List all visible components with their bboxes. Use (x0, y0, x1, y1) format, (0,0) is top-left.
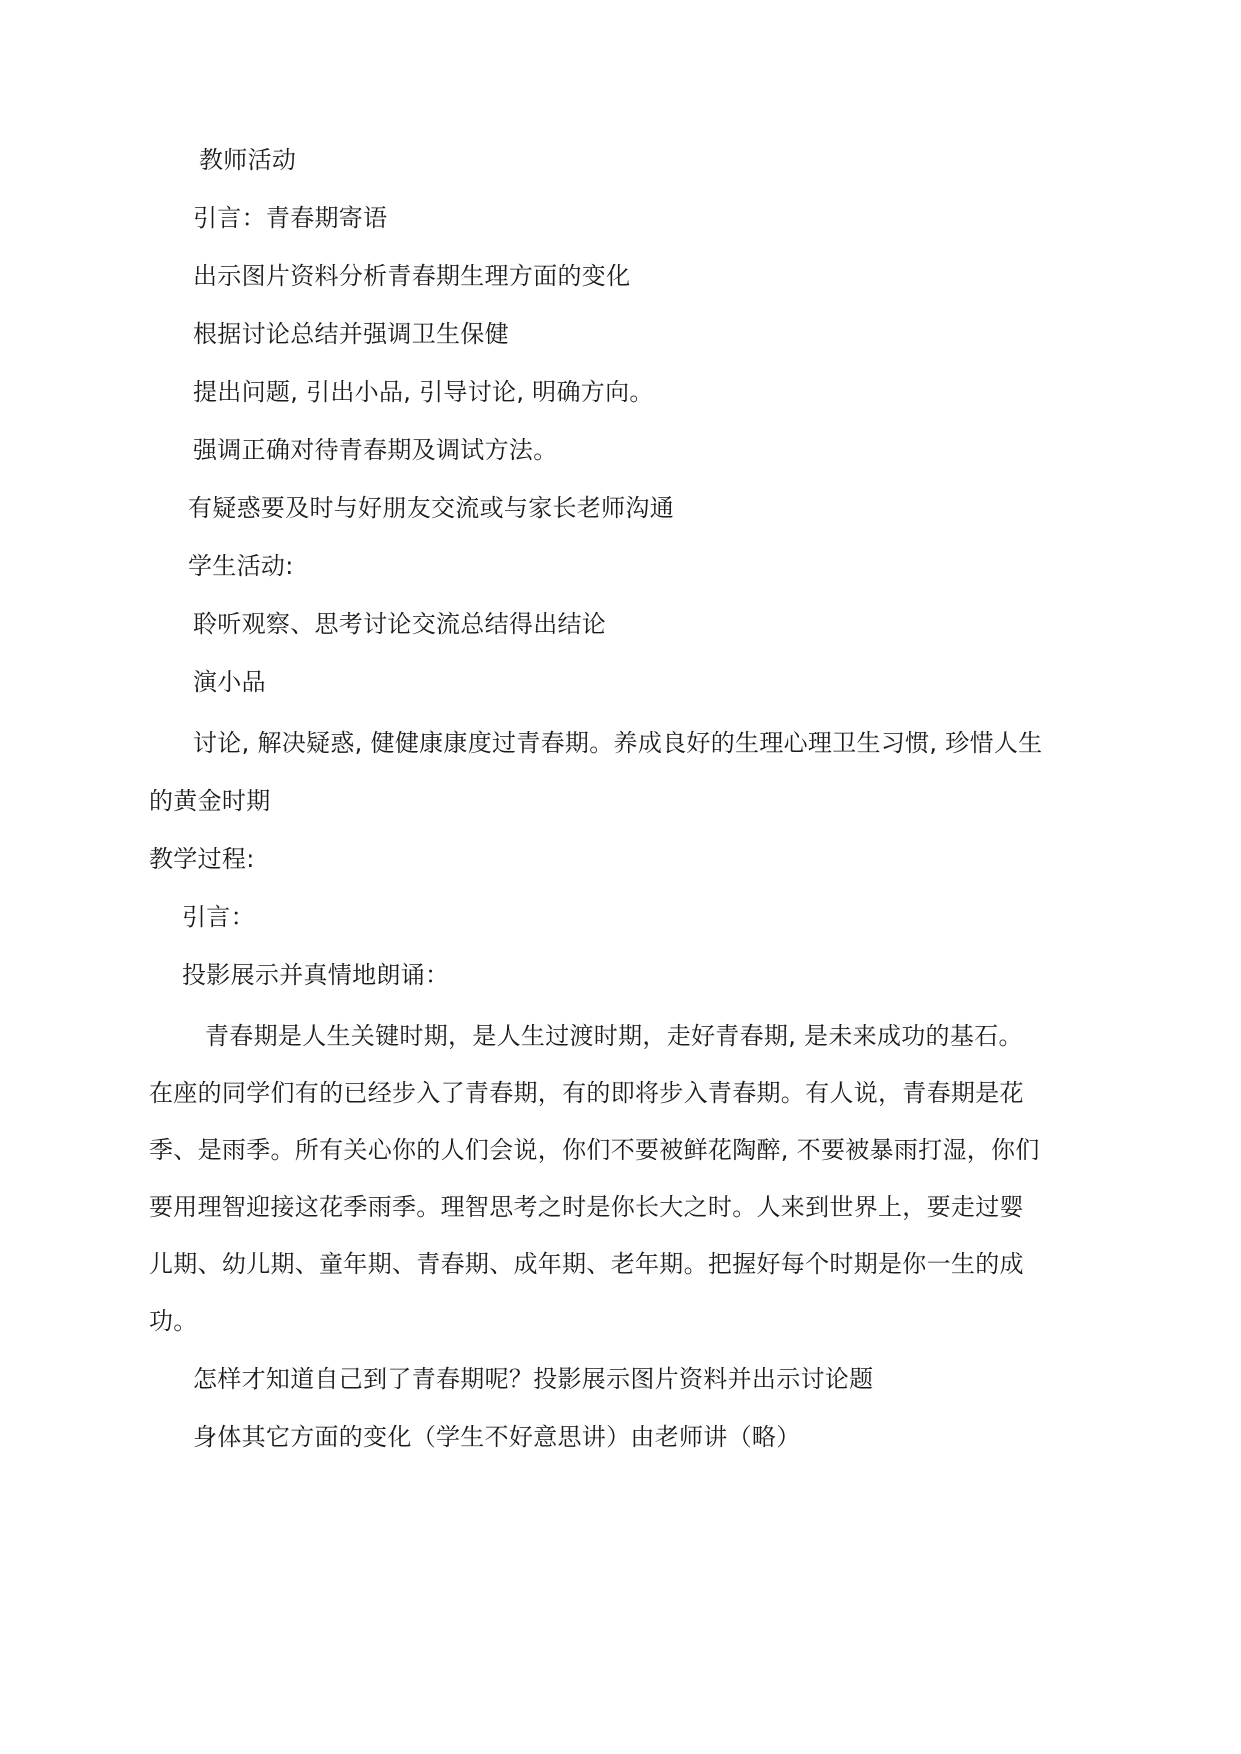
poem-line: 功。 (149, 1307, 198, 1335)
projection-label: 投影展示并真情地朗诵： (182, 961, 450, 989)
poem-line: 季、是雨季。所有关心你的人们会说，你们不要被鲜花陶醉, 不要被暴雨打湿，你们 (149, 1136, 1040, 1164)
teacher-activity-heading: 教师活动 (199, 146, 297, 174)
student-discussion-line: 讨论, 解决疑惑, 健健康康度过青春期。养成良好的生理心理卫生习惯, 珍惜人生 (193, 729, 1043, 757)
poem-line: 青春期是人生关键时期，是人生过渡时期，走好青春期, 是未来成功的基石。 (205, 1022, 1023, 1050)
student-discussion-line: 的黄金时期 (149, 787, 271, 815)
teacher-item: 提出问题, 引出小品, 引导讨论, 明确方向。 (193, 378, 654, 406)
body-changes-line: 身体其它方面的变化（学生不好意思讲）由老师讲（略） (193, 1423, 801, 1451)
teacher-item: 有疑惑要及时与好朋友交流或与家长老师沟通 (188, 494, 674, 522)
poem-line: 在座的同学们有的已经步入了青春期，有的即将步入青春期。有人说，青春期是花 (149, 1079, 1024, 1107)
poem-line: 儿期、幼儿期、童年期、青春期、成年期、老年期。把握好每个时期是你一生的成 (149, 1250, 1024, 1278)
student-item: 演小品 (193, 668, 266, 696)
teacher-item: 根据讨论总结并强调卫生保健 (193, 320, 509, 348)
student-item: 聆听观察、思考讨论交流总结得出结论 (193, 610, 607, 638)
teacher-item: 强调正确对待青春期及调试方法。 (193, 436, 558, 464)
student-activity-heading: 学生活动: (188, 552, 294, 580)
teaching-process-heading: 教学过程: (149, 845, 255, 873)
teacher-item: 引言：青春期寄语 (193, 204, 388, 232)
teacher-item: 出示图片资料分析青春期生理方面的变化 (193, 262, 631, 290)
poem-line: 要用理智迎接这花季雨季。理智思考之时是你长大之时。人来到世界上，要走过婴 (149, 1193, 1024, 1221)
intro-label: 引言： (182, 903, 255, 931)
question-line: 怎样才知道自己到了青春期呢？投影展示图片资料并出示讨论题 (193, 1365, 874, 1393)
